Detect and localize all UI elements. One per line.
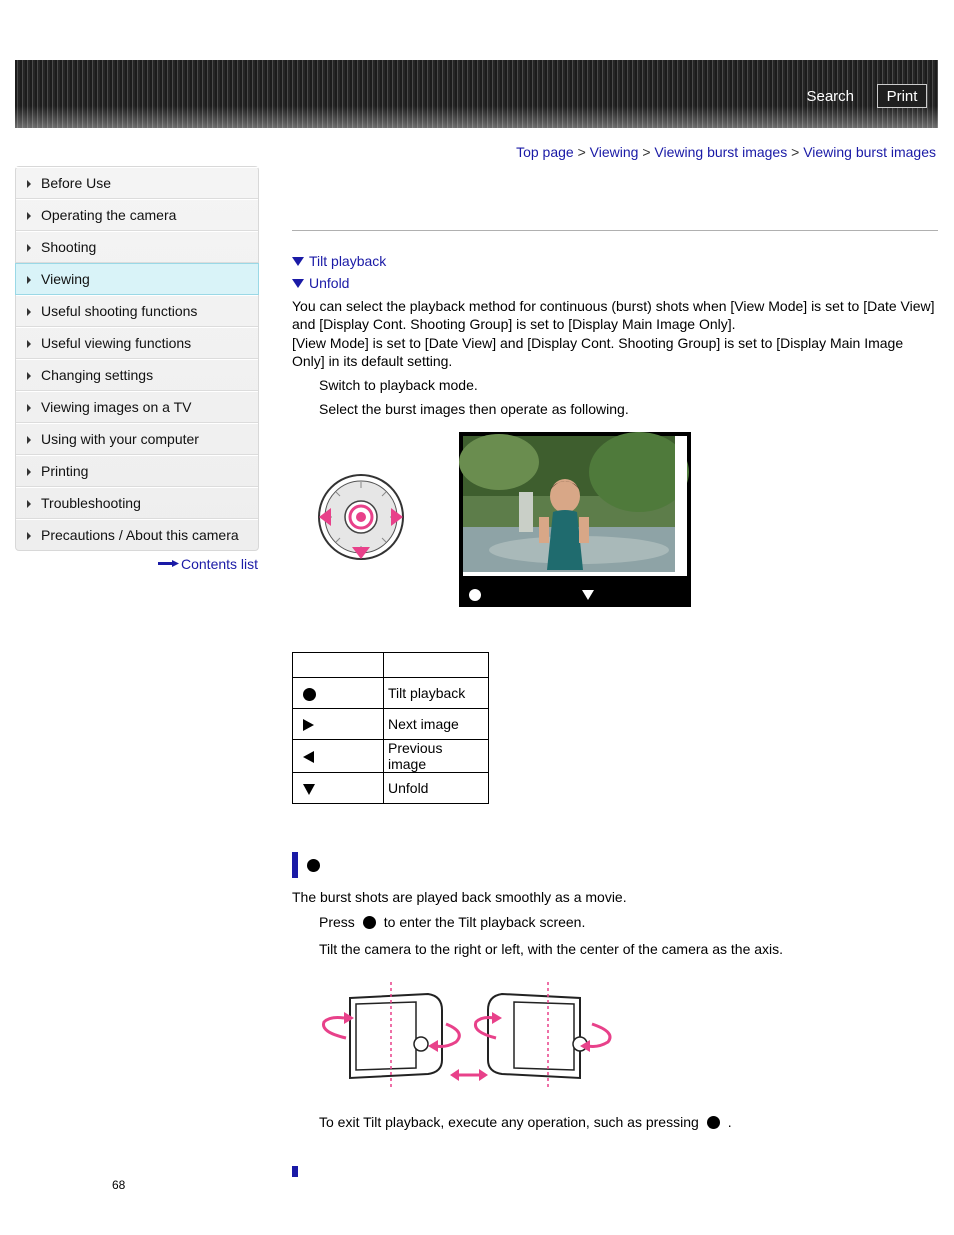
chevron-right-icon [27, 180, 31, 188]
breadcrumb-current[interactable]: Viewing burst images [803, 144, 936, 160]
sidebar-item-before-use[interactable]: Before Use [16, 167, 258, 199]
chevron-right-icon [27, 212, 31, 220]
breadcrumb-viewing[interactable]: Viewing [589, 144, 639, 160]
sidebar-item-useful-shooting-functions[interactable]: Useful shooting functions [16, 295, 258, 327]
breadcrumb-separator: > [791, 144, 800, 160]
down-arrow-icon [303, 784, 315, 795]
table-header-row [293, 653, 489, 678]
triangle-down-icon [292, 279, 304, 288]
chevron-right-icon [27, 372, 31, 380]
breadcrumb [516, 144, 936, 160]
control-wheel-icon [314, 470, 408, 564]
sidebar-item-viewing[interactable]: Viewing [15, 263, 259, 295]
step-2-text: Select the burst images then operate as following. [319, 401, 629, 417]
breadcrumb-separator: > [642, 144, 651, 160]
page-number: 68 [112, 1178, 126, 1192]
sidebar-item-shooting[interactable]: Shooting [16, 231, 258, 263]
chevron-right-icon [27, 532, 31, 540]
table-row: Unfold [293, 773, 489, 804]
anchor-link-unfold[interactable]: Unfold [292, 275, 349, 291]
tilt-description: The burst shots are played back smoothly as a movie. [292, 889, 627, 905]
section-heading-bar [292, 1166, 298, 1177]
tilt-step-1: Press to enter the Tilt playback screen. [319, 914, 586, 930]
intro-paragraph: You can select the playback method for continuous (burst) shots when [View Mode] is set to [Date View] and [Display Cont. Shooting Group] is set to [Display Main Image Only]. [292, 298, 935, 332]
burst-photo-child [459, 432, 691, 607]
chevron-right-icon [27, 276, 31, 284]
search-button[interactable]: Search [806, 88, 854, 105]
sidebar-item-useful-viewing-functions[interactable]: Useful viewing functions [16, 327, 258, 359]
circle-button-icon [363, 916, 376, 929]
sidebar-item-troubleshooting[interactable]: Troubleshooting [16, 487, 258, 519]
right-arrow-icon [303, 719, 314, 731]
sidebar-item-printing[interactable]: Printing [16, 455, 258, 487]
intro-note: [View Mode] is set to [Date View] and [Display Cont. Shooting Group] is set to [Display Main Image Only] in its default setting. [292, 335, 904, 369]
chevron-right-icon [27, 468, 31, 476]
circle-button-icon [707, 1116, 720, 1129]
title-divider [292, 230, 938, 231]
sidebar-item-using-with-your-computer[interactable]: Using with your computer [16, 423, 258, 455]
table-row: Tilt playback [293, 678, 489, 709]
sidebar-nav [15, 166, 259, 551]
chevron-right-icon [27, 340, 31, 348]
chevron-right-icon [27, 500, 31, 508]
tilt-step-2: Tilt the camera to the right or left, with the center of the camera as the axis. [319, 941, 784, 957]
sidebar-item-changing-settings[interactable]: Changing settings [16, 359, 258, 391]
tilt-camera-illustration [316, 980, 622, 1090]
contents-list-link[interactable]: Contents list [158, 556, 258, 572]
sidebar-item-precautions[interactable]: Precautions / About this camera [16, 519, 258, 550]
chevron-right-icon [27, 244, 31, 252]
tilt-exit-note: To exit Tilt playback, execute any operation, such as pressing . [319, 1114, 732, 1130]
chevron-right-icon [27, 436, 31, 444]
chevron-right-icon [27, 404, 31, 412]
sidebar-item-viewing-images-on-a-tv[interactable]: Viewing images on a TV [16, 391, 258, 423]
print-button[interactable]: Print [877, 84, 927, 108]
button-operation-table [292, 652, 489, 804]
left-arrow-icon [303, 751, 314, 763]
arrow-right-icon [158, 560, 180, 568]
triangle-down-icon [292, 257, 304, 266]
table-row: Previous image [293, 740, 489, 773]
circle-button-icon [307, 859, 320, 872]
chevron-right-icon [27, 308, 31, 316]
section-heading-bar [292, 852, 298, 878]
header-bar [15, 60, 938, 128]
circle-button-icon [303, 688, 316, 701]
playback-screen-image [459, 432, 691, 607]
anchor-link-tilt-playback[interactable]: Tilt playback [292, 253, 386, 269]
table-row: Next image [293, 709, 489, 740]
sidebar-item-operating-the-camera[interactable]: Operating the camera [16, 199, 258, 231]
breadcrumb-separator: > [577, 144, 586, 160]
step-1-text: Switch to playback mode. [319, 377, 478, 393]
breadcrumb-viewing-burst-images[interactable]: Viewing burst images [654, 144, 788, 160]
breadcrumb-top-page[interactable]: Top page [516, 144, 574, 160]
